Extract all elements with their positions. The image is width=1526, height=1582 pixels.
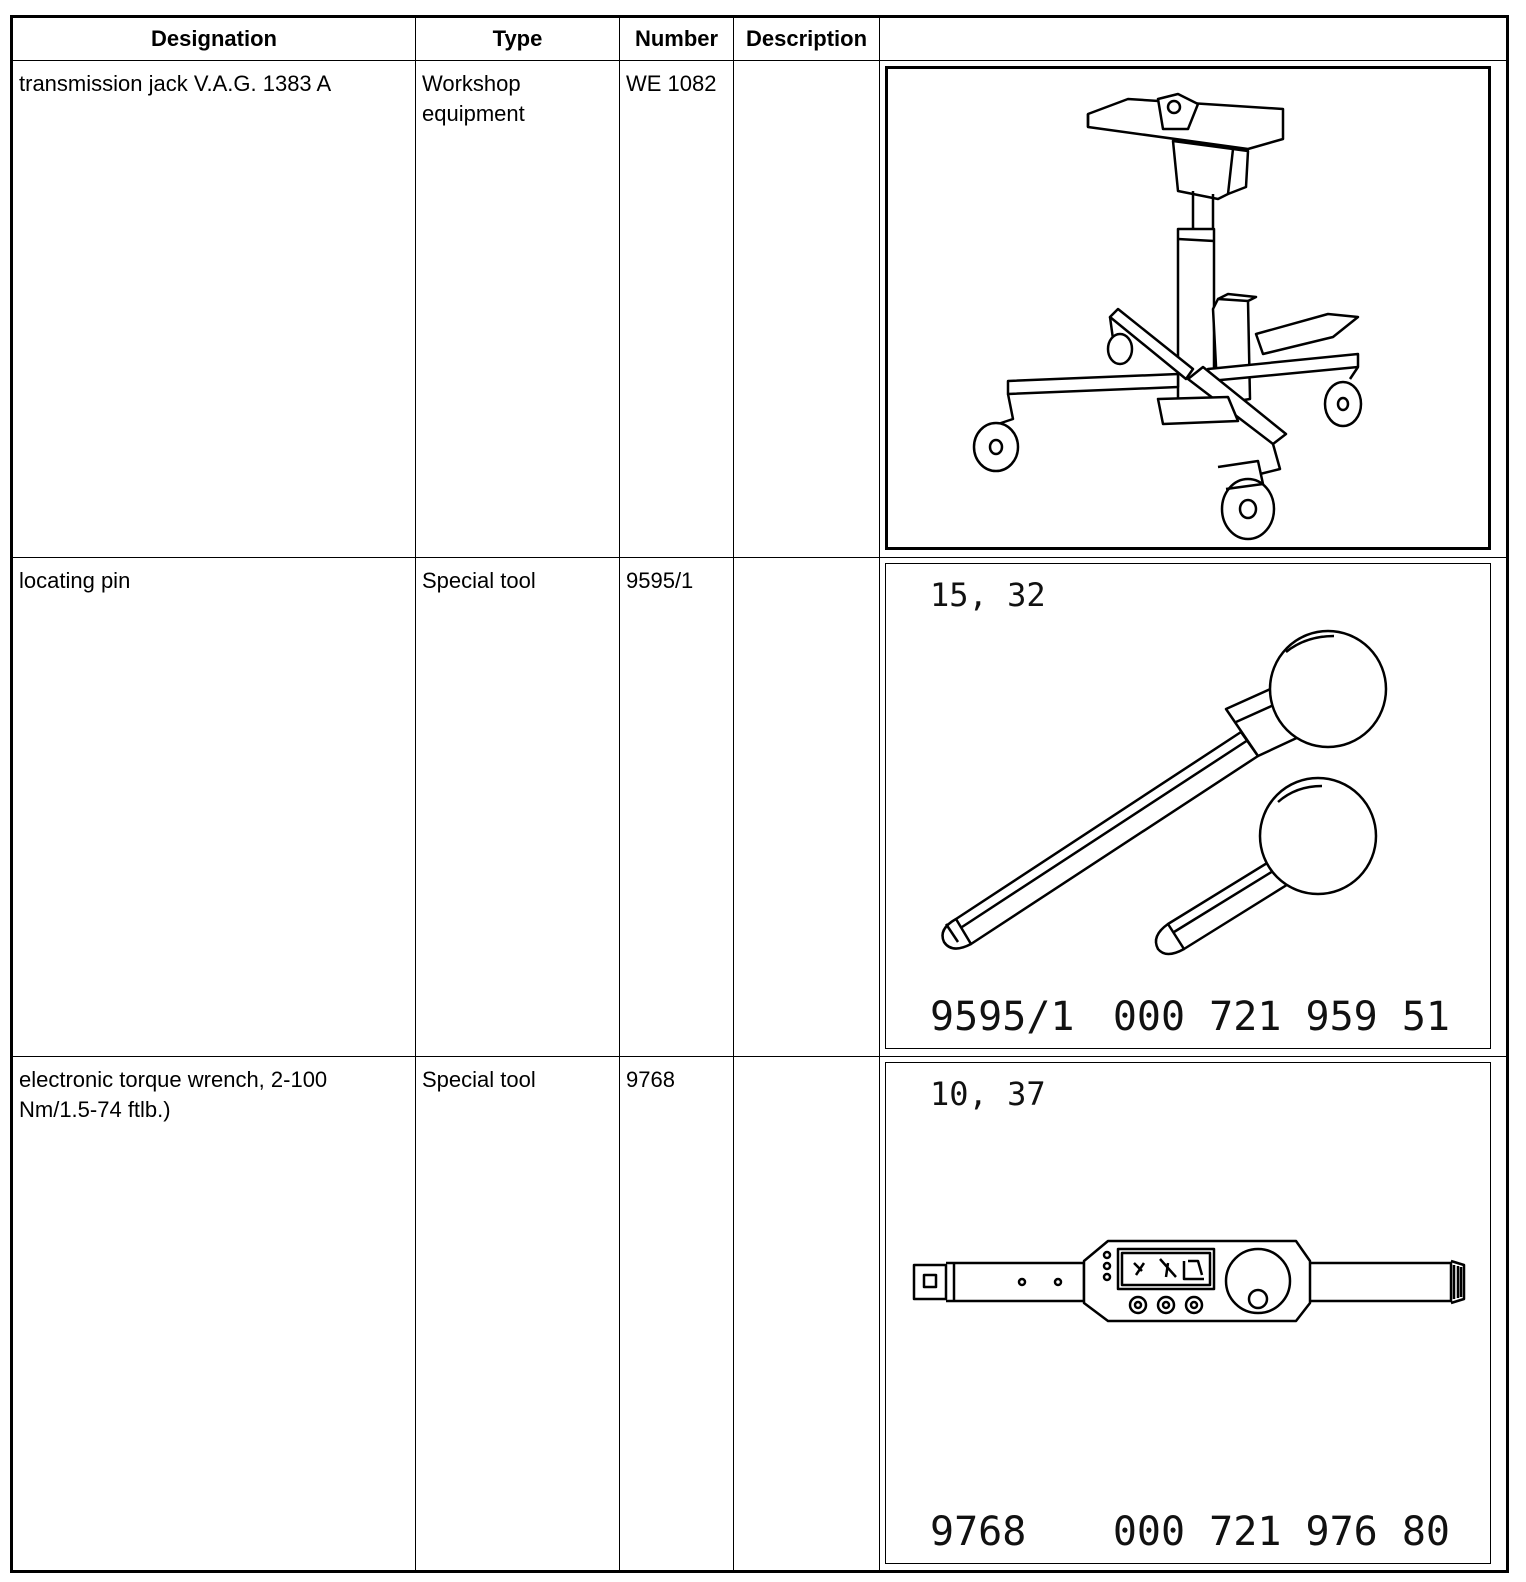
image-frame (885, 563, 1491, 1049)
cell-designation: locating pin (12, 558, 416, 1057)
image-frame (885, 66, 1491, 550)
image-tool-number: 9595/1 (930, 994, 1075, 1040)
cell-number: 9768 (620, 1057, 734, 1572)
cell-type: Special tool (416, 1057, 620, 1572)
image-part-number: 000 721 976 80 (1112, 1509, 1450, 1555)
cell-number: 9595/1 (620, 558, 734, 1057)
cell-type: Special tool (416, 558, 620, 1057)
cell-image (880, 558, 1508, 1057)
locating-pin-icon (886, 564, 1490, 1048)
header-designation: Designation (12, 17, 416, 61)
cell-description (734, 1057, 880, 1572)
cell-designation: electronic torque wrench, 2-100 Nm/1.5-74 ftlb.) (12, 1057, 416, 1572)
cell-designation: transmission jack V.A.G. 1383 A (12, 61, 416, 558)
table-row (12, 1057, 1508, 1572)
tools-table (10, 15, 1509, 1573)
cell-number: WE 1082 (620, 61, 734, 558)
image-reference-numbers: 10, 37 (930, 1075, 1046, 1113)
image-tool-number: 9768 (930, 1509, 1027, 1555)
table-row (12, 558, 1508, 1057)
cell-description (734, 558, 880, 1057)
cell-image (880, 61, 1508, 558)
header-row (12, 17, 1508, 61)
cell-description (734, 61, 880, 558)
torque-wrench-icon (886, 1063, 1490, 1563)
table-row (12, 61, 1508, 558)
header-description: Description (734, 17, 880, 61)
cell-type: Workshop equipment (416, 61, 620, 558)
image-frame (885, 1062, 1491, 1564)
header-image (880, 17, 1508, 61)
cell-image (880, 1057, 1508, 1572)
image-part-number: 000 721 959 51 (1112, 994, 1450, 1040)
transmission-jack-icon (888, 69, 1488, 547)
image-reference-numbers: 15, 32 (930, 576, 1046, 614)
header-type: Type (416, 17, 620, 61)
header-number: Number (620, 17, 734, 61)
